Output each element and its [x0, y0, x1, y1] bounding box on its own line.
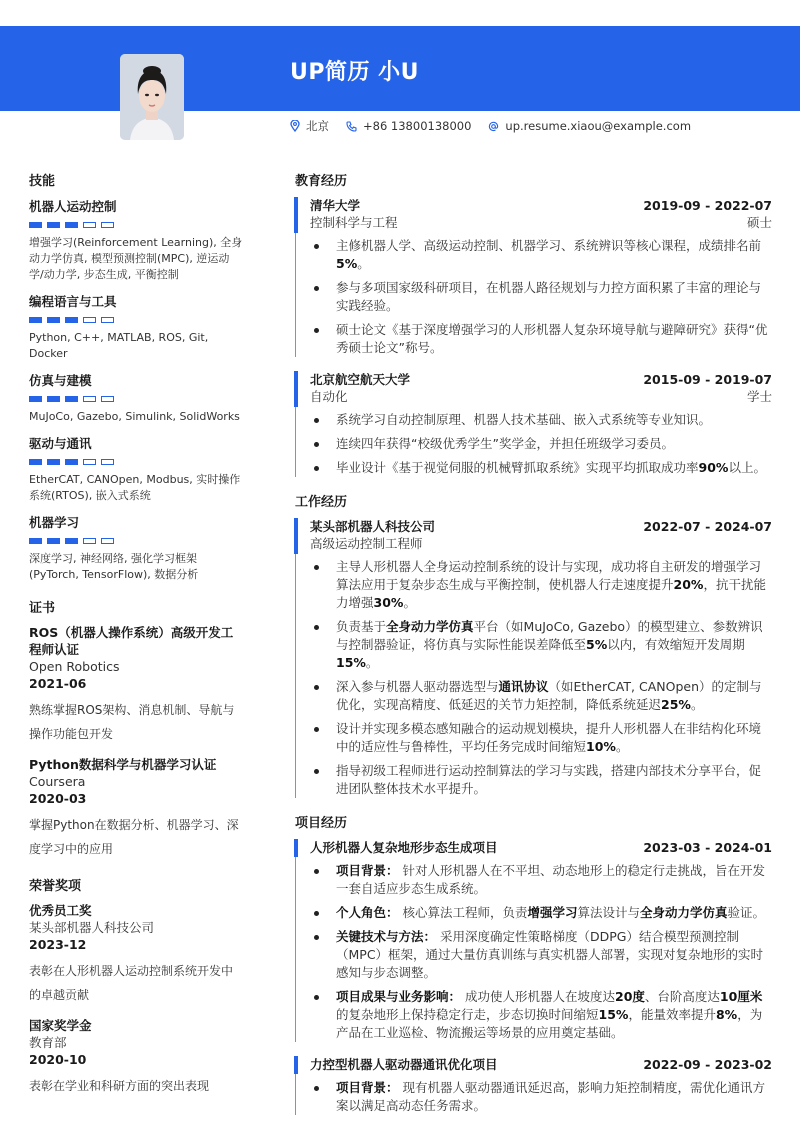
skill-name: 驱动与通讯: [29, 436, 92, 451]
section-title-work: 工作经历: [295, 495, 348, 510]
level-bar-filled: [29, 317, 42, 323]
date-range: 2019-09 - 2022-07: [643, 198, 772, 213]
cert-item-date: 2020-03: [29, 791, 87, 806]
level-bar-filled: [29, 222, 42, 228]
cert-item: [29, 624, 244, 746]
bullet-list: [310, 862, 772, 1042]
cert-item-name: Python数据科学与机器学习认证: [29, 757, 217, 772]
major: 控制科学与工程: [310, 215, 398, 230]
entry-subheader: [310, 535, 772, 552]
highlight-text: 关键技术与方法：: [336, 929, 437, 944]
highlight-text: 90%: [698, 460, 729, 475]
degree: 硕士: [746, 215, 772, 230]
section-title-certs: 证书: [29, 601, 56, 616]
certs-section: [29, 597, 244, 861]
bullet-text: 负责基于: [336, 619, 387, 634]
skill-name: 编程语言与工具: [29, 294, 117, 309]
bullet-item: [310, 279, 772, 315]
level-bar-filled: [47, 538, 60, 544]
bullet-item: [310, 928, 772, 982]
level-bar-empty: [101, 459, 114, 465]
bullet-text: 。: [357, 256, 370, 271]
section-title-projects: 项目经历: [295, 816, 348, 831]
bullet-text: 主导人形机器人全身运动控制系统的设计与实现，成功将自主研发的增强学习算法应用于复杂步态生成与平衡控制，使机器人行走速度提升: [336, 559, 762, 592]
award-item-description: 表彰在人形机器人运动控制系统开发中的卓越贡献: [29, 964, 234, 1002]
highlight-text: 10%: [586, 739, 616, 754]
bullet-item: [310, 237, 772, 273]
skill-level-bars: [29, 317, 244, 323]
bullet-text: 成功使人形机器人在坡度达: [461, 989, 615, 1004]
skill-description: MuJoCo, Gazebo, Simulink, SolidWorks: [29, 410, 240, 423]
level-bar-filled: [65, 396, 78, 402]
entry-header: [310, 839, 772, 856]
award-item-date: 2023-12: [29, 937, 87, 952]
award-item-name: 国家奖学金: [29, 1018, 92, 1033]
bullet-list: [310, 237, 772, 357]
bullet-text: 。: [365, 655, 379, 670]
bullet-text: 算法设计与: [577, 905, 641, 920]
portrait-image: [120, 54, 184, 140]
highlight-text: 全身动力学仿真: [640, 905, 728, 920]
degree: 学士: [746, 389, 772, 404]
level-bar-filled: [65, 317, 78, 323]
bullet-item: [310, 720, 772, 756]
cert-item-issuer: Coursera: [29, 774, 86, 789]
level-bar-filled: [65, 222, 78, 228]
highlight-text: 20度: [615, 989, 645, 1004]
entry-subheader: [310, 214, 772, 231]
project-name: 力控型机器人驱动器通讯优化项目: [310, 1057, 498, 1072]
level-bar-empty: [83, 538, 96, 544]
highlight-text: 5%: [336, 256, 358, 271]
level-bar-empty: [101, 538, 114, 544]
level-bar-empty: [101, 396, 114, 402]
level-bar-empty: [83, 459, 96, 465]
date-range: 2015-09 - 2019-07: [643, 372, 772, 387]
award-item-issuer: 教育部: [29, 1035, 67, 1050]
location-text: 北京: [306, 119, 329, 133]
bullet-item: [310, 558, 772, 612]
bullet-list: [310, 1079, 772, 1115]
email-link[interactable]: up.resume.xiaou@example.com: [505, 119, 692, 133]
profile-photo: [120, 54, 184, 140]
candidate-name: UP简历 小U: [290, 60, 420, 85]
bullet-text: 现有机器人驱动器通讯延迟高，影响力矩控制精度，需优化通讯方案以满足高动态任务需求。: [336, 1080, 765, 1113]
skill-item: [29, 197, 244, 283]
contact-email: [488, 119, 691, 133]
highlight-text: 项目成果与业务影响：: [336, 989, 462, 1004]
bullet-text: 系统学习自动控制原理、机器人技术基础、嵌入式系统等专业知识。: [336, 412, 712, 427]
date-range: 2022-07 - 2024-07: [643, 519, 772, 534]
bullet-item: [310, 904, 772, 922]
bullet-text: 针对人形机器人在不平坦、动态地形上的稳定行走挑战，旨在开发一套自适应步态生成系统。: [336, 863, 765, 896]
work-entry: [295, 518, 772, 798]
bullet-text: 核心算法工程师，负责: [398, 905, 528, 920]
level-bar-empty: [83, 396, 96, 402]
highlight-text: 通讯协议: [498, 679, 549, 694]
entry-header: [310, 371, 772, 388]
skill-item: [29, 292, 244, 362]
bullet-text: 的复杂地形上保持稳定行走，步态切换时间缩短: [336, 1007, 599, 1022]
highlight-text: 15%: [598, 1007, 629, 1022]
level-bar-empty: [83, 317, 96, 323]
level-bar-empty: [83, 222, 96, 228]
bullet-text: 以上。: [728, 460, 766, 475]
award-item: [29, 1017, 244, 1098]
work-section: [295, 491, 772, 798]
work-list: [295, 518, 772, 798]
highlight-text: 15%: [336, 655, 366, 670]
skill-description: 增强学习(Reinforcement Learning), 全身动力学仿真, 模型预测控制(MPC), 逆运动学/动力学, 步态生成, 平衡控制: [29, 236, 243, 281]
cert-item: [29, 756, 244, 861]
bullet-text: 以内，有效缩短开发周期: [607, 637, 745, 652]
highlight-text: 25%: [661, 697, 691, 712]
projects-list: [295, 839, 772, 1115]
awards-list: [29, 902, 244, 1098]
skill-description: Python, C++, MATLAB, ROS, Git, Docker: [29, 331, 209, 360]
bullet-text: 。: [403, 595, 416, 610]
entry-header: [310, 197, 772, 214]
level-bar-empty: [101, 222, 114, 228]
bullet-text: ，能量效率提升: [628, 1007, 716, 1022]
highlight-text: 项目背景：: [336, 1080, 399, 1095]
entry-header: [310, 518, 772, 535]
section-title-awards: 荣誉奖项: [29, 879, 82, 894]
level-bar-empty: [101, 317, 114, 323]
cert-item-issuer: Open Robotics: [29, 659, 120, 674]
bullet-item: [310, 411, 772, 429]
cert-item-date: 2021-06: [29, 676, 87, 691]
bullet-item: [310, 435, 772, 453]
level-bar-filled: [29, 396, 42, 402]
bullet-list: [310, 411, 772, 477]
phone-text[interactable]: +86 13800138000: [363, 119, 472, 133]
cert-item-description: 熟练掌握ROS架构、消息机制、导航与操作功能包开发: [29, 703, 235, 741]
skill-level-bars: [29, 538, 244, 544]
highlight-text: 个人角色：: [336, 905, 399, 920]
skill-name: 机器学习: [29, 515, 80, 530]
skills-list: [29, 197, 244, 583]
phone-icon: [346, 120, 357, 132]
level-bar-filled: [47, 459, 60, 465]
project-name: 人形机器人复杂地形步态生成项目: [310, 840, 498, 855]
skill-level-bars: [29, 396, 244, 402]
skill-item: [29, 371, 244, 425]
bullet-text: 。: [690, 697, 704, 712]
award-item: [29, 902, 244, 1007]
bullet-item: [310, 862, 772, 898]
school-name: 北京航空航天大学: [310, 372, 411, 387]
level-bar-filled: [65, 459, 78, 465]
company-name: 某头部机器人科技公司: [310, 519, 436, 534]
cert-item-description: 掌握Python在数据分析、机器学习、深度学习中的应用: [29, 818, 239, 856]
level-bar-filled: [29, 538, 42, 544]
level-bar-filled: [47, 317, 60, 323]
project-entry: [295, 839, 772, 1042]
education-list: [295, 197, 772, 477]
highlight-text: 5%: [586, 637, 608, 652]
bullet-item: [310, 762, 772, 798]
bullet-text: 、台阶高度达: [644, 989, 720, 1004]
bullet-text: 毕业设计《基于视觉伺服的机械臂抓取系统》实现平均抓取成功率: [336, 460, 699, 475]
bullet-item: [310, 678, 772, 714]
contact-phone: [346, 119, 471, 133]
contact-location: [289, 118, 329, 134]
bullet-text: 采用深度确定性策略梯度（DDPG）结合模型预测控制（MPC）框架，通过大量仿真训练与真实机器人部署，实现对复杂地形的实时感知与步态调整。: [336, 929, 764, 980]
certs-list: [29, 624, 244, 861]
bullet-item: [310, 459, 772, 477]
skills-section: [29, 170, 244, 583]
at-sign-icon: [488, 120, 499, 132]
award-item-description: 表彰在学业和科研方面的突出表现: [29, 1079, 210, 1093]
education-entry: [295, 371, 772, 477]
contact-bar: [289, 118, 708, 134]
highlight-text: 30%: [373, 595, 404, 610]
highlight-text: 20%: [673, 577, 704, 592]
awards-section: [29, 875, 244, 1098]
bullet-text: 指导初级工程师进行运动控制算法的学习与实践，搭建内部技术分享平台，促进团队整体技术水平提升。: [336, 763, 762, 796]
highlight-text: 全身动力学仿真: [386, 619, 474, 634]
level-bar-filled: [47, 396, 60, 402]
bullet-text: 验证。: [727, 905, 766, 920]
skill-level-bars: [29, 459, 244, 465]
education-section: [295, 170, 772, 477]
bullet-item: [310, 1079, 772, 1115]
date-range: 2023-03 - 2024-01: [643, 840, 772, 855]
bullet-text: 参与多项国家级科研项目，在机器人路径规划与力控方面积累了丰富的理论与实践经验。: [336, 280, 762, 313]
date-range: 2022-09 - 2023-02: [643, 1057, 772, 1072]
cert-item-name: ROS（机器人操作系统）高级开发工程师认证: [29, 625, 234, 657]
bullet-text: 硕士论文《基于深度增强学习的人形机器人复杂环境导航与避障研究》获得“优秀硕士论文”称号。: [336, 322, 768, 355]
level-bar-filled: [29, 459, 42, 465]
bullet-text: ，抗干扰能力增强: [336, 577, 766, 610]
bullet-text: 设计并实现多模态感知融合的运动规划模块，提升人形机器人在非结构化环境中的适应性与鲁棒性，平均任务完成时间缩短: [336, 721, 762, 754]
skill-description: EtherCAT, CANOpen, Modbus, 实时操作系统(RTOS), 嵌入式系统: [29, 473, 241, 502]
skill-description: 深度学习, 神经网络, 强化学习框架(PyTorch, TensorFlow), 数据分析: [29, 552, 199, 581]
entry-subheader: [310, 388, 772, 405]
skill-level-bars: [29, 222, 244, 228]
award-item-date: 2020-10: [29, 1052, 87, 1067]
skill-item: [29, 513, 244, 583]
education-entry: [295, 197, 772, 357]
section-title-education: 教育经历: [295, 174, 348, 189]
skill-name: 机器人运动控制: [29, 199, 117, 214]
bullet-text: （如EtherCAT, CANOpen）的定制与优化，实现高精度、低延迟的关节力矩控制，降低系统延迟: [336, 679, 762, 712]
job-title: 高级运动控制工程师: [310, 536, 423, 551]
award-item-name: 优秀员工奖: [29, 903, 92, 918]
skill-name: 仿真与建模: [29, 373, 92, 388]
entry-header: [310, 1056, 772, 1073]
school-name: 清华大学: [310, 198, 361, 213]
bullet-text: 连续四年获得“校级优秀学生”奖学金，并担任班级学习委员。: [336, 436, 674, 451]
bullet-item: [310, 988, 772, 1042]
bullet-list: [310, 558, 772, 798]
major: 自动化: [310, 389, 348, 404]
location-pin-icon: [289, 120, 300, 132]
bullet-text: 。: [615, 739, 629, 754]
level-bar-filled: [65, 538, 78, 544]
project-entry: [295, 1056, 772, 1115]
left-column: [29, 170, 244, 1108]
highlight-text: 10厘米: [719, 989, 763, 1004]
highlight-text: 项目背景：: [336, 863, 399, 878]
bullet-item: [310, 321, 772, 357]
bullet-item: [310, 618, 772, 672]
skill-item: [29, 434, 244, 504]
right-column: [295, 170, 772, 1129]
award-item-issuer: 某头部机器人科技公司: [29, 920, 155, 935]
highlight-text: 8%: [715, 1007, 738, 1022]
bullet-text: ，为产品在工业巡检、物流搬运等场景的应用奠定基础。: [336, 1007, 763, 1040]
section-title-skills: 技能: [29, 174, 56, 189]
bullet-text: 主修机器人学、高级运动控制、机器学习、系统辨识等核心课程，成绩排名前: [336, 238, 762, 253]
highlight-text: 增强学习: [527, 905, 578, 920]
projects-section: [295, 812, 772, 1115]
bullet-text: 平台（如MuJoCo, Gazebo）的模型建立、参数辨识与控制器验证，将仿真与实际性能误差降低至: [336, 619, 763, 652]
bullet-text: 深入参与机器人驱动器选型与: [336, 679, 499, 694]
level-bar-filled: [47, 222, 60, 228]
